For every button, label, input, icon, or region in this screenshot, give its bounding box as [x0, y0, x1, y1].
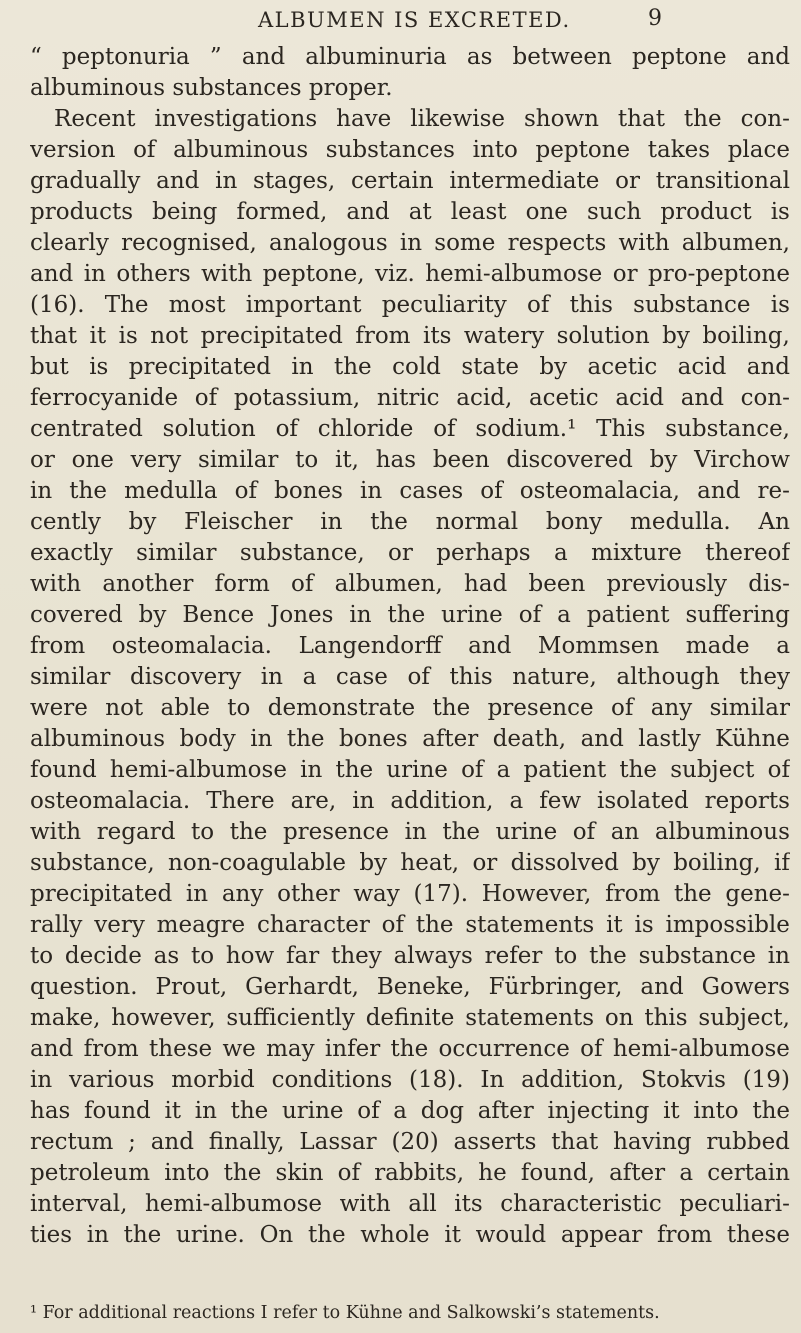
- text-line: substance, non-coagulable by heat, or dissolved by boiling, if: [30, 850, 790, 876]
- text-line: “ peptonuria ” and albuminuria as between peptone and: [30, 44, 790, 70]
- text-line: that it is not precipitated from its watery solution by boiling,: [30, 323, 790, 349]
- text-line: but is precipitated in the cold state by acetic acid and: [30, 354, 790, 380]
- text-line: similar discovery in a case of this nature, although they: [30, 664, 790, 690]
- footnote: ¹ For additional reactions I refer to Kühne and Salkowski’s statements.: [30, 1303, 660, 1323]
- running-head: [0, 6, 801, 36]
- text-line: cently by Fleischer in the normal bony medulla. An: [30, 509, 790, 535]
- text-line: make, however, sufficiently definite statements on this subject,: [30, 1005, 790, 1031]
- text-line: centrated solution of chloride of sodium.¹ This substance,: [30, 416, 790, 442]
- text-line: covered by Bence Jones in the urine of a patient suffering: [30, 602, 790, 628]
- text-line: Recent investigations have likewise shown that the con-: [54, 106, 790, 132]
- text-line: products being formed, and at least one such product is: [30, 199, 790, 225]
- text-line: albuminous body in the bones after death, and lastly Kühne: [30, 726, 790, 752]
- text-line: and from these we may infer the occurrence of hemi-albumose: [30, 1036, 790, 1062]
- text-line: with regard to the presence in the urine of an albuminous: [30, 819, 790, 845]
- text-line: (16). The most important peculiarity of this substance is: [30, 292, 790, 318]
- text-line: in the medulla of bones in cases of osteomalacia, and re-: [30, 478, 790, 504]
- text-line: precipitated in any other way (17). However, from the gene-: [30, 881, 790, 907]
- text-line: were not able to demonstrate the presence of any similar: [30, 695, 790, 721]
- text-line: exactly similar substance, or perhaps a mixture thereof: [30, 540, 790, 566]
- text-line: has found it in the urine of a dog after injecting it into the: [30, 1098, 790, 1124]
- text-line: petroleum into the skin of rabbits, he found, after a certain: [30, 1160, 790, 1186]
- text-line: albuminous substances proper.: [30, 75, 393, 101]
- text-line: ferrocyanide of potassium, nitric acid, acetic acid and con-: [30, 385, 790, 411]
- text-line: or one very similar to it, has been discovered by Virchow: [30, 447, 790, 473]
- text-line: interval, hemi-albumose with all its characteristic peculiari-: [30, 1191, 790, 1217]
- page-number: 9: [648, 6, 662, 31]
- text-line: rally very meagre character of the statements it is impossible: [30, 912, 790, 938]
- running-title: ALBUMEN IS EXCRETED.: [258, 8, 571, 32]
- text-line: osteomalacia. There are, in addition, a few isolated reports: [30, 788, 790, 814]
- body-text: [30, 42, 790, 1251]
- text-line: gradually and in stages, certain intermediate or transitional: [30, 168, 790, 194]
- text-line: in various morbid conditions (18). In addition, Stokvis (19): [30, 1067, 790, 1093]
- text-line: rectum ; and finally, Lassar (20) asserts that having rubbed: [30, 1129, 790, 1155]
- text-line: with another form of albumen, had been previously dis-: [30, 571, 790, 597]
- text-line: question. Prout, Gerhardt, Beneke, Fürbringer, and Gowers: [30, 974, 790, 1000]
- text-line: found hemi-albumose in the urine of a patient the subject of: [30, 757, 790, 783]
- text-line: from osteomalacia. Langendorff and Mommsen made a: [30, 633, 790, 659]
- text-line: version of albuminous substances into peptone takes place: [30, 137, 790, 163]
- text-line: clearly recognised, analogous in some respects with albumen,: [30, 230, 790, 256]
- text-line: ties in the urine. On the whole it would appear from these: [30, 1222, 790, 1248]
- text-line: and in others with peptone, viz. hemi-albumose or pro-peptone: [30, 261, 790, 287]
- text-line: to decide as to how far they always refer to the substance in: [30, 943, 790, 969]
